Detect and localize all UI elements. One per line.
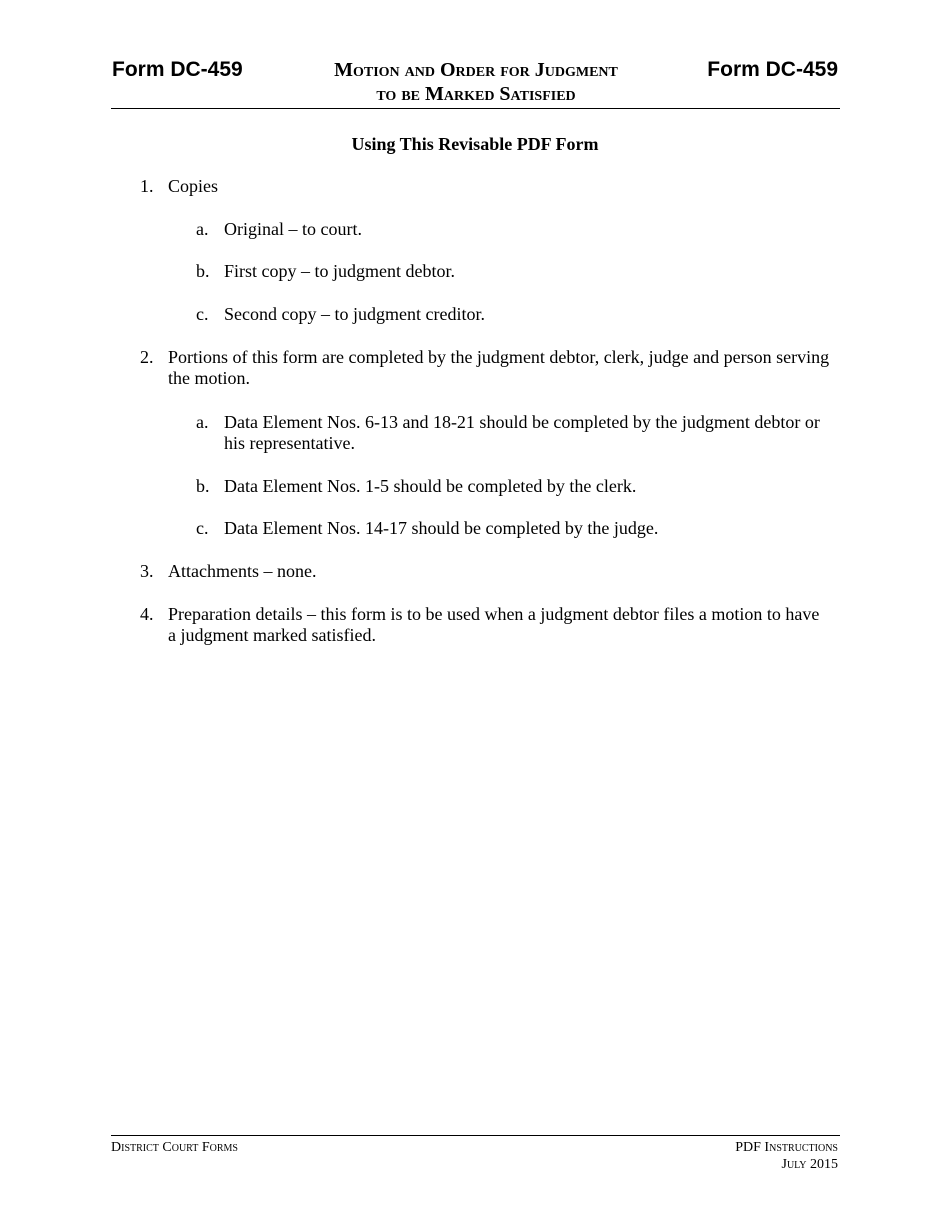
footer-info [735, 1139, 838, 1173]
list-item-number: 3. [140, 561, 154, 581]
list-item-number: 2. [140, 347, 154, 367]
sub-list-item-text: Data Element Nos. 6-13 and 18-21 should be completed by the judgment debtor or his representative. [224, 412, 820, 453]
sub-list-item-letter: b. [196, 476, 210, 496]
page-header [111, 56, 840, 109]
sub-list-item [196, 219, 830, 240]
list-item-text: Copies [168, 176, 219, 196]
sub-list-item-letter: a. [196, 219, 209, 239]
list-item-text: Portions of this form are completed by the judgment debtor, clerk, judge and person serving the motion. [168, 347, 830, 388]
list-item-text: Preparation details – this form is to be used when a judgment debtor files a motion to have a judgment marked satisfied. [168, 604, 820, 645]
list-item-text: Attachments – none. [168, 561, 317, 581]
form-title-line-2: to be Marked Satisfied [376, 83, 576, 105]
list-item-number: 4. [140, 604, 154, 624]
form-number-right: Form DC-459 [707, 58, 838, 81]
sub-list-item [196, 476, 830, 497]
sub-list-item-letter: b. [196, 261, 210, 281]
sub-list-item [196, 304, 830, 325]
footer-date: July 2015 [781, 1157, 838, 1172]
sub-list-item [196, 261, 830, 282]
footer-doc-type: PDF Instructions [735, 1140, 838, 1155]
sub-list-item [196, 412, 830, 454]
sub-list-item-letter: a. [196, 412, 209, 432]
list-item-number: 1. [140, 176, 154, 196]
sub-list-item-text: Original – to court. [224, 219, 362, 239]
form-title-line-1: Motion and Order for Judgment [334, 59, 618, 81]
footer-source: District Court Forms [111, 1140, 238, 1155]
sub-list-item-text: First copy – to judgment debtor. [224, 261, 455, 281]
form-number-left: Form DC-459 [112, 58, 243, 81]
list-item [140, 604, 830, 646]
sub-list-item [196, 518, 830, 539]
sub-list-item-letter: c. [196, 304, 209, 324]
list-item [140, 176, 830, 197]
sub-list-item-letter: c. [196, 518, 209, 538]
sub-list-item-text: Second copy – to judgment creditor. [224, 304, 485, 324]
section-heading: Using This Revisable PDF Form [351, 134, 599, 154]
sub-list-item-text: Data Element Nos. 14-17 should be completed by the judge. [224, 518, 659, 538]
list-item [140, 347, 830, 389]
form-title [291, 58, 661, 106]
page-footer [111, 1135, 840, 1172]
list-item [140, 561, 830, 582]
sub-list-item-text: Data Element Nos. 1-5 should be completed by the clerk. [224, 476, 637, 496]
